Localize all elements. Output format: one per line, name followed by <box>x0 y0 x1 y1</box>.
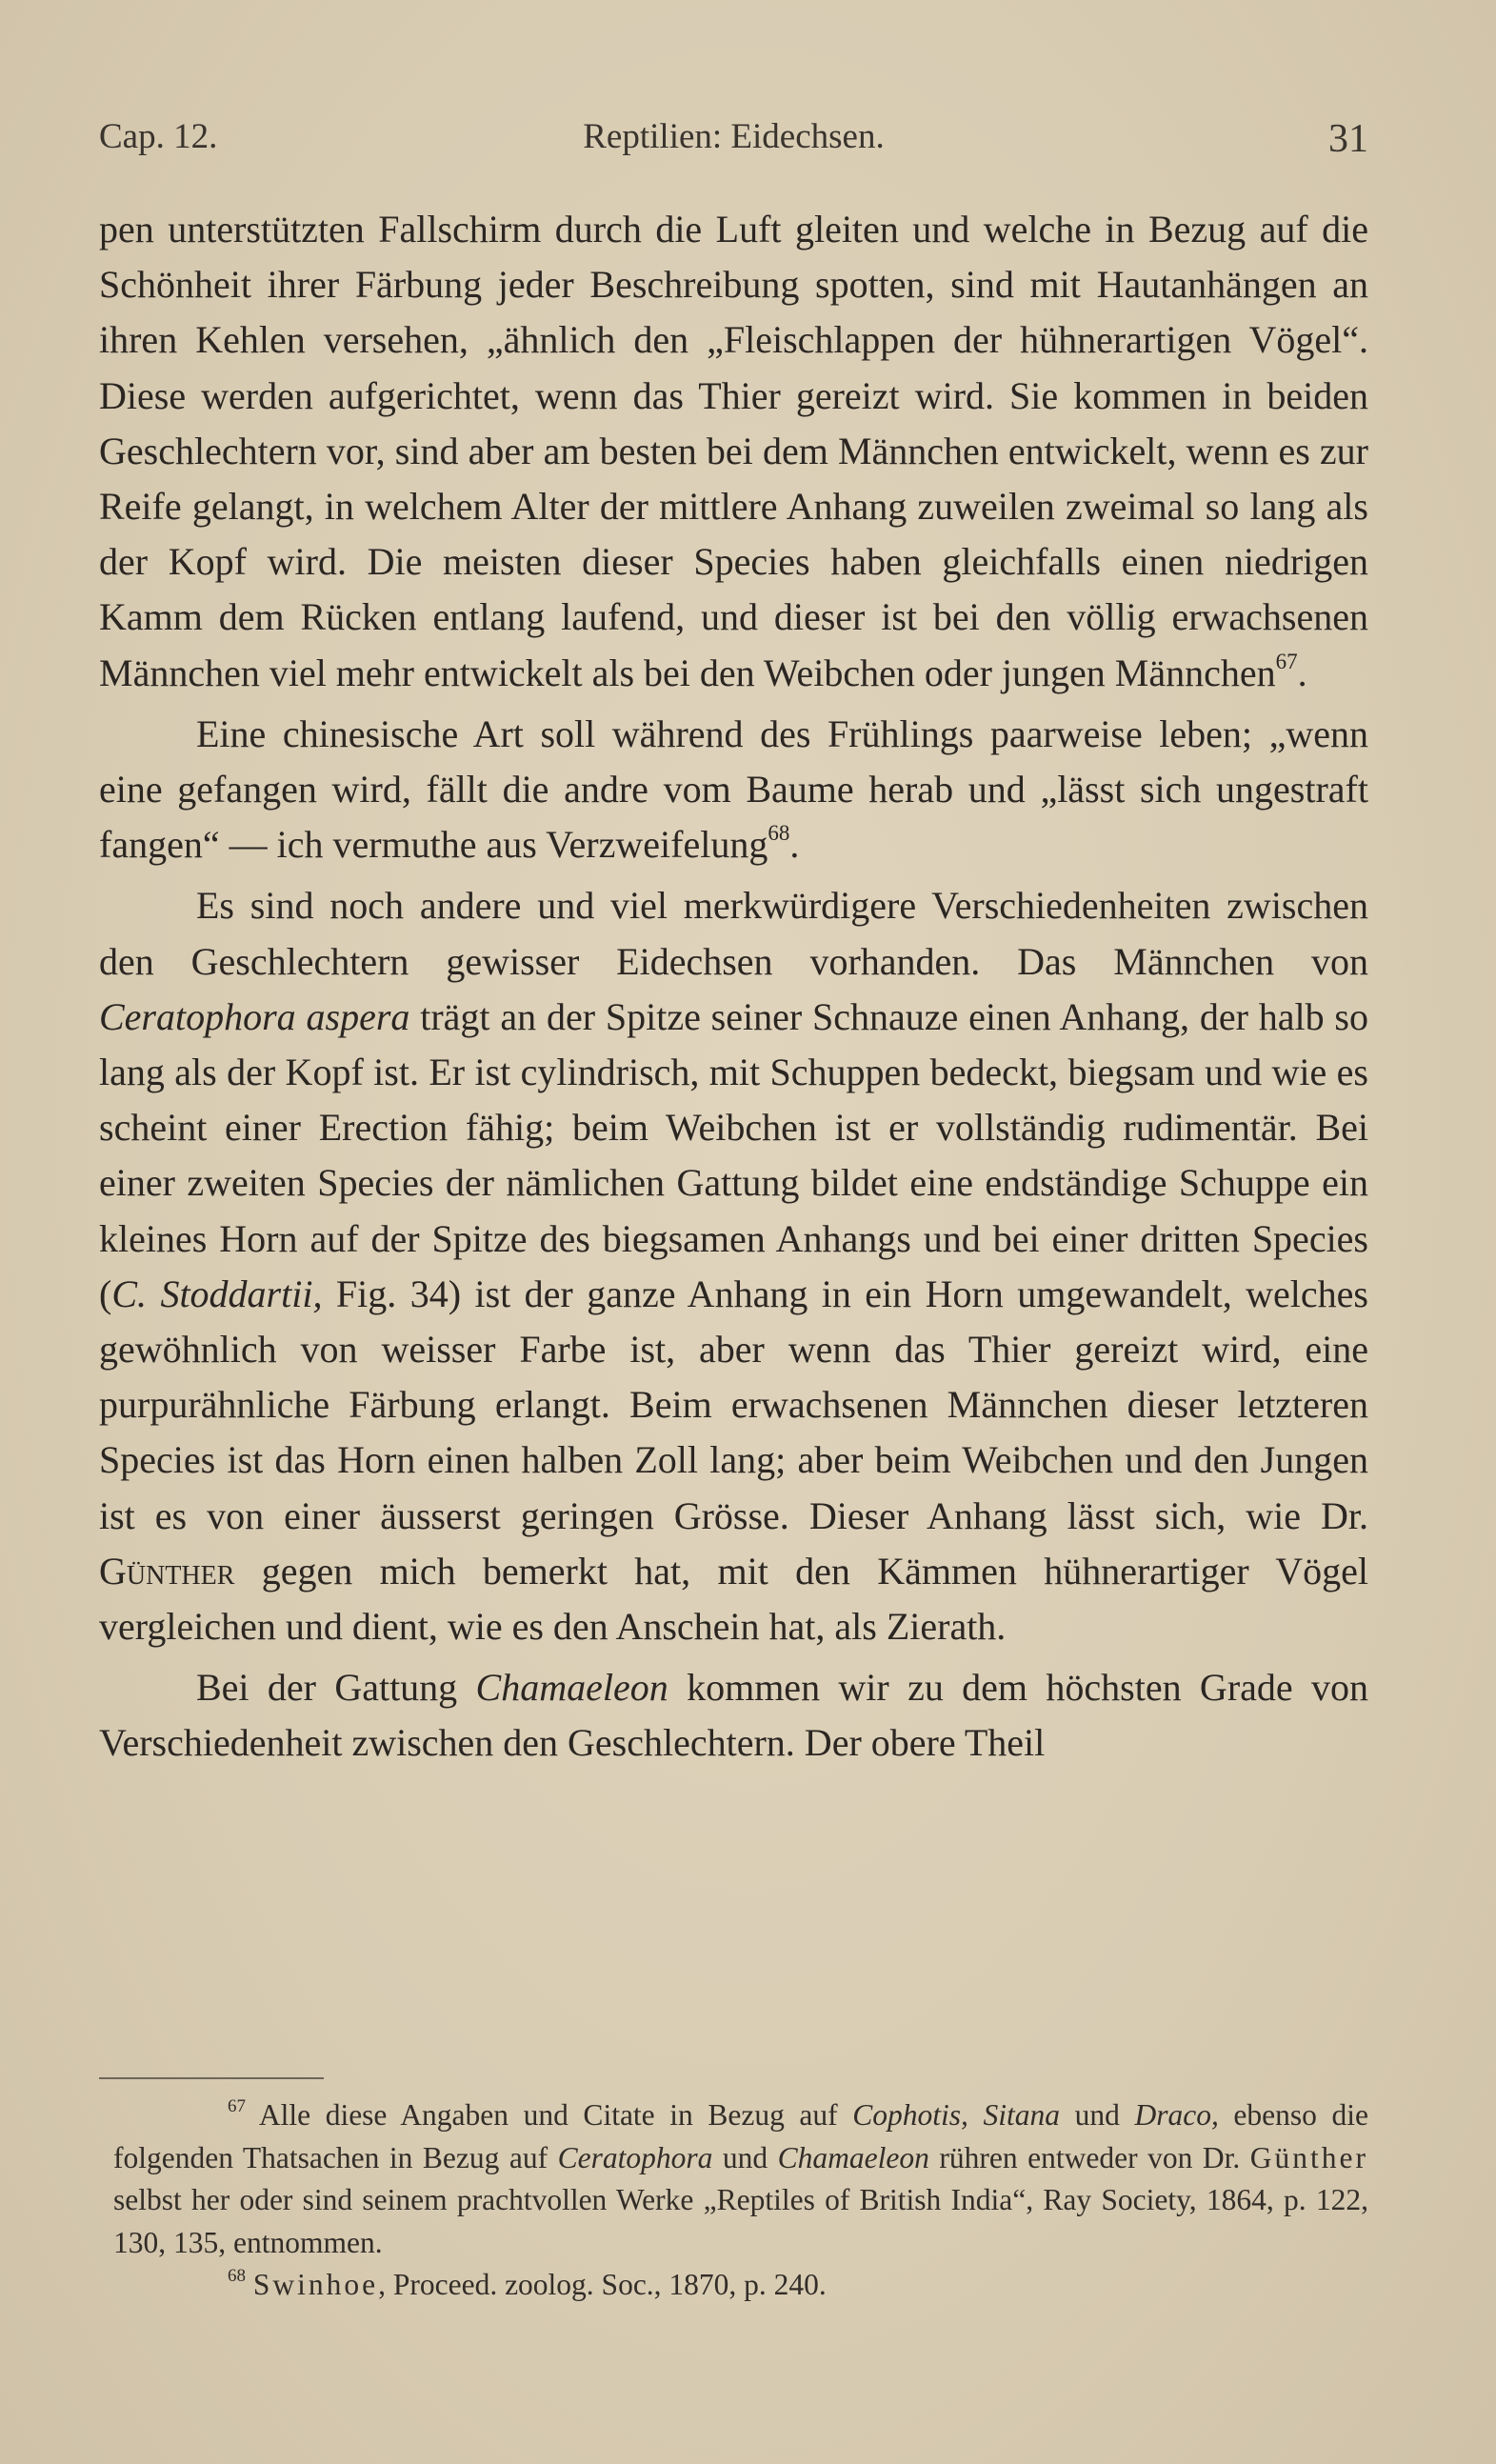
text-run: , Proceed. zoolog. Soc., 1870, p. 240. <box>378 2268 827 2301</box>
genus-name: Cophotis, Sitana <box>852 2098 1060 2132</box>
text-run: pen unterstützten Fallschirm durch die Luft gleiten und welche in Bezug auf die Schönheit ihrer Färbung jeder Beschreibung spotten, sind mit Hautanhängen an ihren Kehlen versehen, „ähnlich den „Fleischlappen der hühnerartigen Vögel“. Diese werden aufgerichtet, wenn das Thier gereizt wird. Sie kommen in beiden Geschlechtern vor, sind aber am besten bei dem Männchen entwickelt, wenn es zur Reife gelangt, in welchem Alter der mittlere Anhang zuweilen zweimal so lang als der Kopf wird. Die meisten dieser Species haben gleichfalls einen niedrigen Kamm dem Rücken entlang laufend, und dieser ist bei den völlig erwachsenen Männchen viel mehr entwickelt als bei den Weibchen oder jungen Männchen <box>99 208 1368 694</box>
text-run: rühren entweder von Dr. <box>928 2140 1250 2174</box>
footnote-ref-67: 67 <box>1275 649 1298 673</box>
text-run: kommen wir zu dem höchsten Grade von Verschiedenheit zwischen den Geschlechtern. Der obere Theil <box>99 1666 1368 1765</box>
footnote-number: 67 <box>228 2096 246 2116</box>
paragraph-2 <box>99 707 1368 873</box>
text-run: Alle diese Angaben und Citate in Bezug auf <box>246 2098 853 2132</box>
genus-name: Chamaeleon <box>777 2140 929 2174</box>
species-name: C. Stoddartii, <box>111 1272 323 1315</box>
running-title: Reptilien: Eidechsen. <box>583 117 885 156</box>
species-name: Ceratophora aspera <box>99 994 410 1038</box>
author-name: Günther <box>99 1549 235 1593</box>
text-run: Es sind noch andere und viel merkwürdigere Verschiedenheiten zwischen den Geschlechtern gewisser Eidechsen vorhanden. Das Männchen von <box>99 884 1368 983</box>
text-run: Eine chinesische Art soll während des Frühlings paarweise leben; „wenn eine gefangen wird, fällt die andre vom Baume herab und „lässt sich ungestraft fangen“ — ich vermuthe aus Verzweifelung <box>99 711 1368 867</box>
text-run: selbst her oder sind seinem prachtvollen Werke „Reptiles of British India“, Ray Society, 1864, p. 122, 130, 135, entnommen. <box>113 2183 1368 2259</box>
text-run: . <box>789 823 800 867</box>
footnote-68 <box>113 2264 1368 2307</box>
text-run: Fig. 34) ist der ganze Anhang in ein Horn umgewandelt, welches gewöhnlich von weisser Farbe ist, aber wenn das Thier gereizt wird, eine purpurähnliche Färbung erlangt. Beim erwachsenen Männchen dieser letzteren Species ist das Horn einen halben Zoll lang; aber beim Weibchen und den Jungen ist es von einer äusserst geringen Grösse. Dieser Anhang lässt sich, wie Dr. <box>99 1272 1368 1537</box>
running-header <box>99 116 1368 173</box>
author-name: Günther <box>1249 2140 1369 2174</box>
genus-name: Chamaeleon <box>475 1666 668 1710</box>
footnote-divider <box>99 2077 324 2079</box>
paragraph-4 <box>99 1660 1368 1771</box>
text-run: und <box>712 2140 778 2174</box>
footnote-ref-68: 68 <box>768 821 790 846</box>
genus-name: Draco, <box>1134 2098 1219 2132</box>
author-name: Swinhoe <box>252 2268 379 2301</box>
footnote-number: 68 <box>228 2266 246 2286</box>
text-run: gegen mich bemerkt hat, mit den Kämmen hühnerartiger Vögel vergleichen und dient, wie es den Anschein hat, als Zierath. <box>99 1549 1368 1649</box>
footnote-67 <box>113 2094 1368 2264</box>
text-run: Bei der Gattung <box>196 1666 476 1710</box>
footnotes <box>113 2094 1368 2307</box>
genus-name: Ceratophora <box>557 2140 713 2174</box>
paragraph-3 <box>99 878 1368 1654</box>
text-run: und <box>1060 2098 1135 2132</box>
text-run: ebenso die folgenden Thatsachen in Bezug auf <box>113 2098 1368 2174</box>
text-run: trägt an der Spitze seiner Schnauze einen Anhang, der halb so lang als der Kopf ist. Er ist cylindrisch, mit Schuppen bedeckt, biegsam und wie es scheint einer Erection fähig; beim Weibchen ist er vollständig rudimentär. Bei einer zweiten Species der nämlichen Gattung bildet eine endständige Schuppe ein kleines Horn auf der Spitze des biegsamen Anhangs und bei einer dritten Species ( <box>99 994 1368 1315</box>
page-number: 31 <box>1328 117 1368 161</box>
chapter-label: Cap. 12. <box>99 117 218 156</box>
paragraph-1 <box>99 202 1368 701</box>
main-text <box>99 202 1368 1772</box>
text-run: . <box>1297 651 1307 694</box>
